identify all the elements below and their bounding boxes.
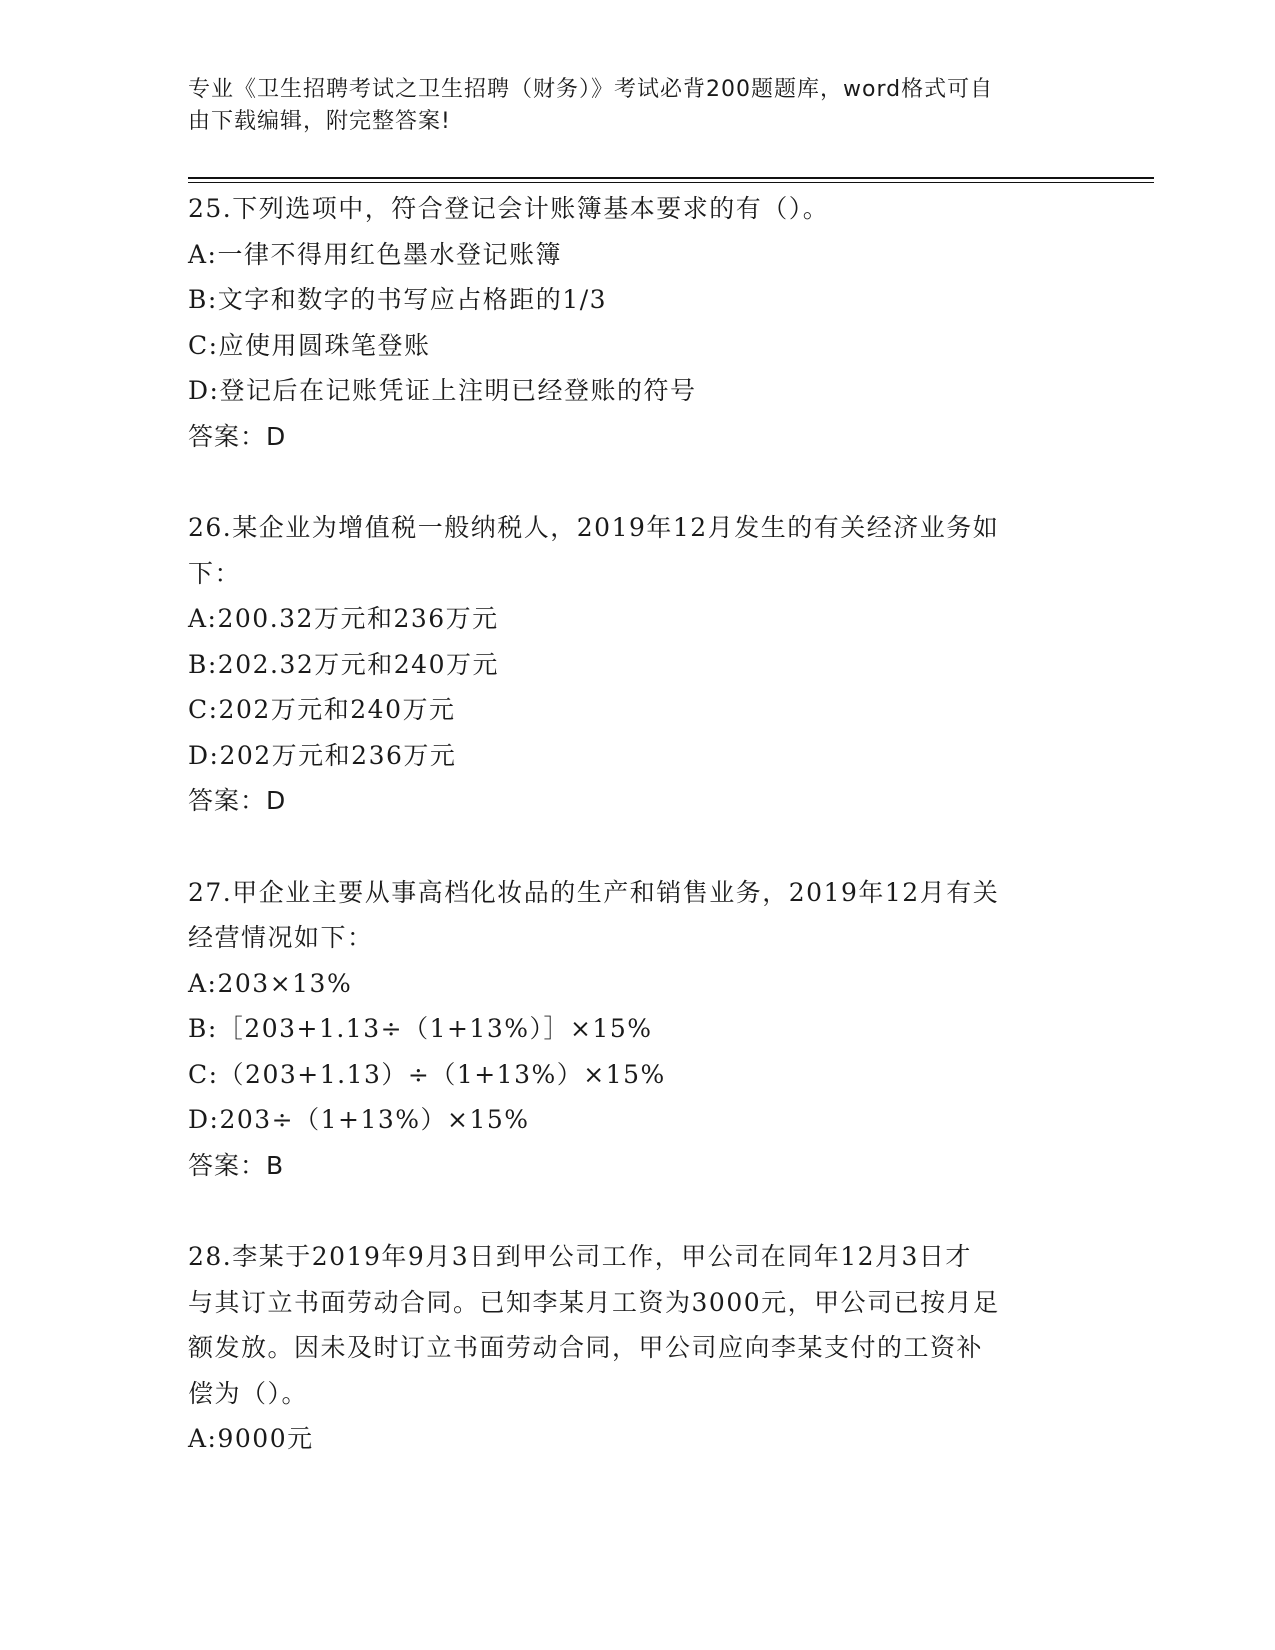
option-b: B:202.32万元和240万元 <box>188 649 499 679</box>
option-d: D:203÷（1+13%）×15% <box>188 1105 530 1134</box>
question-stem-continued: 额发放。因未及时订立书面劳动合同，甲公司应向李某支付的工资补 <box>188 1333 984 1362</box>
question-25 <box>188 186 1068 459</box>
question-stem-continued: 与其订立书面劳动合同。已知李某月工资为3000元，甲公司已按月足 <box>188 1287 1000 1317</box>
question-stem-continued: 下： <box>188 558 242 588</box>
option-c: C:（203+1.13）÷（1+13%）×15% <box>188 1059 666 1089</box>
question-27 <box>188 870 1068 1189</box>
question-stem: 28.李某于2019年9月3日到甲公司工作，甲公司在同年12月3日才 <box>188 1242 972 1271</box>
answer: 答案：D <box>188 786 287 815</box>
option-c: C:202万元和240万元 <box>188 695 456 724</box>
question-26 <box>188 505 1068 824</box>
option-a: A:一律不得用红色墨水登记账簿 <box>188 239 562 269</box>
option-d: D:登记后在记账凭证上注明已经登账的符号 <box>188 376 697 405</box>
document-header <box>188 74 1068 138</box>
question-28 <box>188 1234 1068 1462</box>
question-stem: 27.甲企业主要从事高档化妆品的生产和销售业务，2019年12月有关 <box>188 877 1000 907</box>
answer: 答案：D <box>188 421 287 451</box>
option-d: D:202万元和236万元 <box>188 740 457 770</box>
question-stem-continued: 偿为（）。 <box>188 1378 309 1408</box>
header-line-1: 专业《卫生招聘考试之卫生招聘（财务）》考试必背200题题库，word格式可自 <box>188 77 994 102</box>
option-a: A:203×13% <box>188 968 353 998</box>
question-stem: 25.下列选项中，符合登记会计账簿基本要求的有（）。 <box>188 194 830 223</box>
option-a: A:200.32万元和236万元 <box>188 604 499 633</box>
option-c: C:应使用圆珠笔登账 <box>188 330 431 360</box>
answer: 答案：B <box>188 1150 285 1180</box>
question-list <box>188 186 1068 1508</box>
option-b: B:［203+1.13÷（1+13%）］×15% <box>188 1014 653 1043</box>
option-b: B:文字和数字的书写应占格距的1/3 <box>188 285 608 314</box>
header-line-2: 由下载编辑，附完整答案! <box>188 109 451 134</box>
header-divider-thick <box>188 177 1154 179</box>
question-stem-continued: 经营情况如下： <box>188 923 374 952</box>
header-divider-thin <box>188 182 1154 183</box>
question-stem: 26.某企业为增值税一般纳税人，2019年12月发生的有关经济业务如 <box>188 513 1000 542</box>
option-a: A:9000元 <box>188 1424 314 1453</box>
